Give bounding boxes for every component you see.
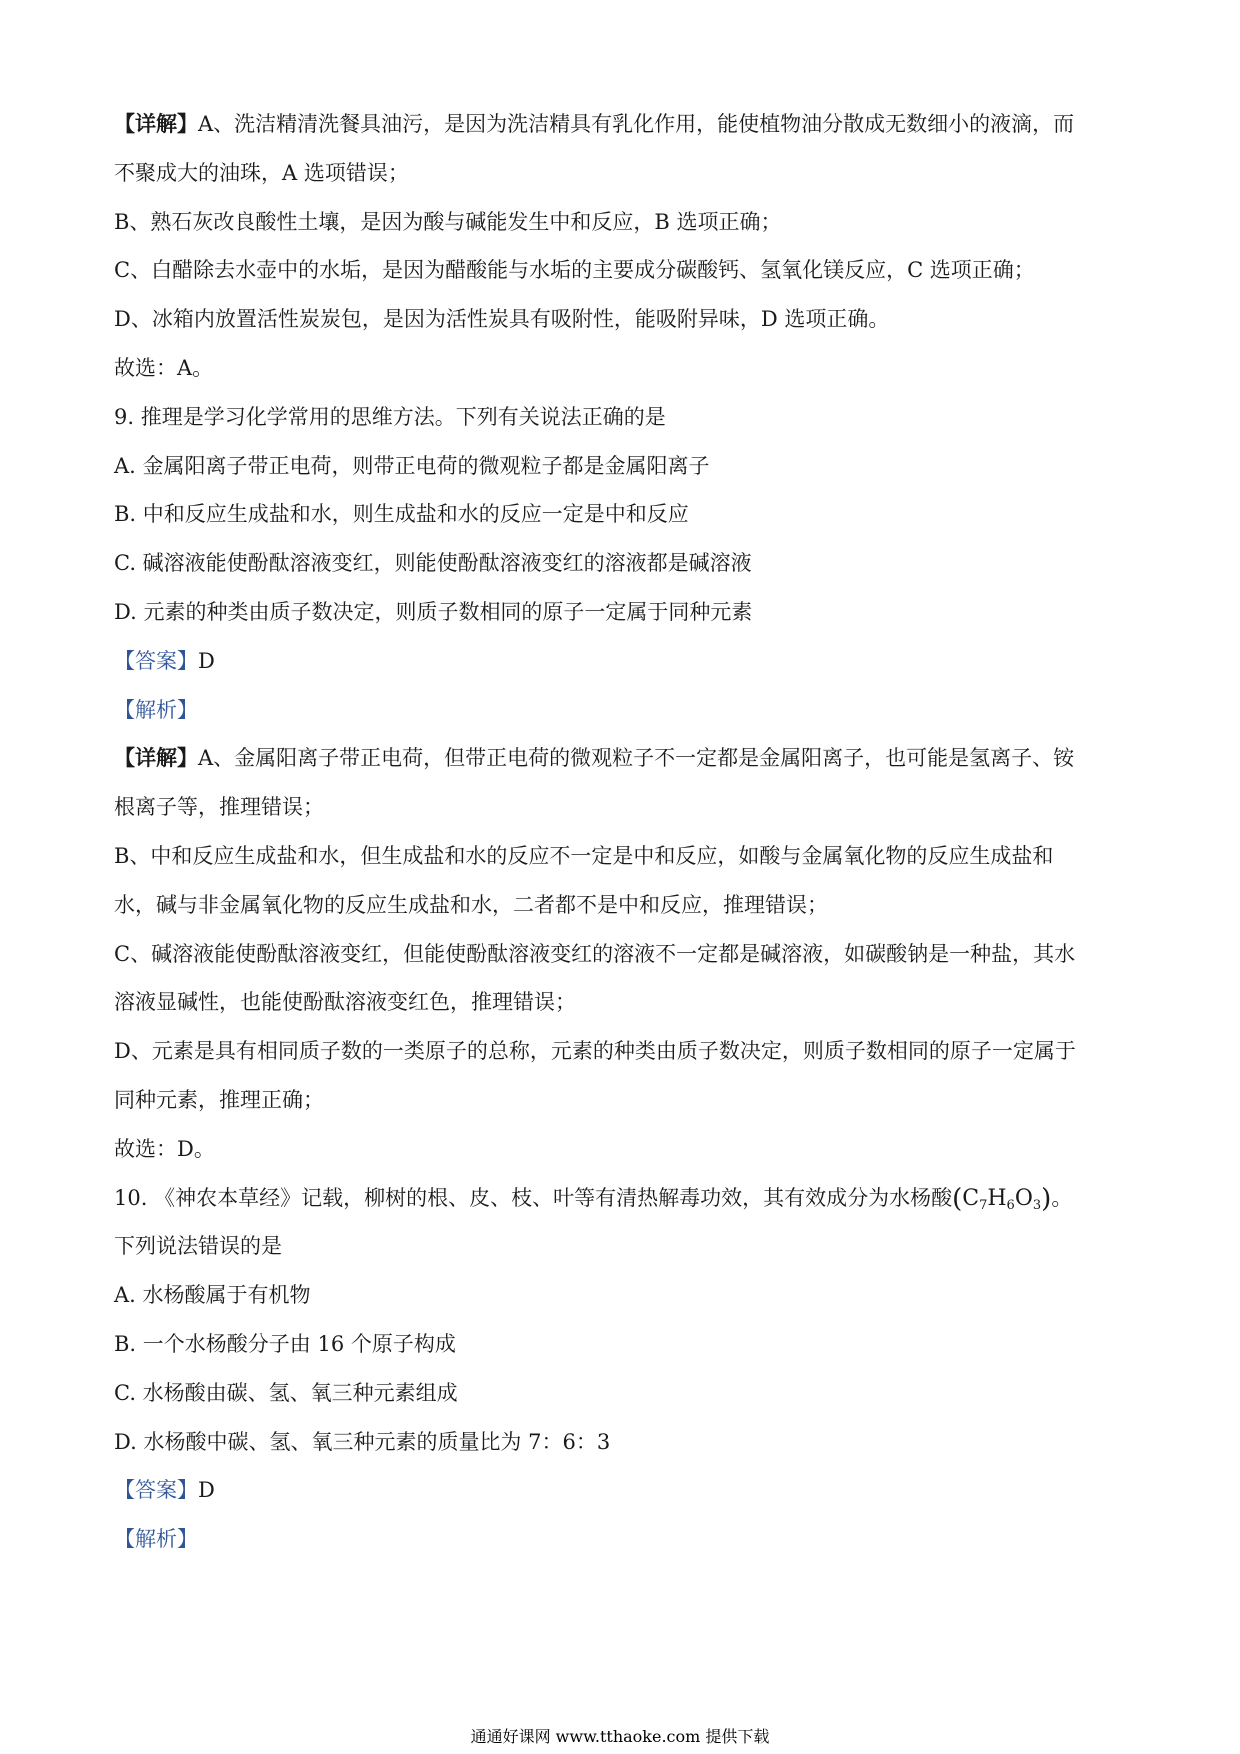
q8-detail-a1: A、洗洁精清洗餐具油污，是因为洗洁精具有乳化作用，能使植物油分散成无数细小的液滴，而 — [198, 112, 1075, 136]
q10-analysis — [114, 1515, 1124, 1564]
document-body — [114, 100, 1124, 1564]
q9-detail-d2: 同种元素，推理正确； — [114, 1087, 324, 1112]
detail-tag: 【详解】 — [114, 111, 198, 136]
page-footer: 通通好课网 www.tthaoke.com 提供下载 — [470, 1727, 770, 1746]
q8-detail-a2: 不聚成大的油珠，A 选项错误； — [114, 160, 409, 185]
q9-detail-b2: 水，碱与非金属氧化物的反应生成盐和水，二者都不是中和反应，推理错误； — [114, 892, 828, 917]
q9-detail-c2: 溶液显碱性，也能使酚酞溶液变红色，推理错误； — [114, 990, 576, 1015]
q9-choice: 故选：D。 — [114, 1136, 215, 1161]
q9-option-c: C. 碱溶液能使酚酞溶液变红，则能使酚酞溶液变红的溶液都是碱溶液 — [114, 551, 752, 576]
q9-answer-value: D — [198, 648, 215, 673]
q9-option-b: B. 中和反应生成盐和水，则生成盐和水的反应一定是中和反应 — [114, 502, 689, 527]
q9-stem: 9. 推理是学习化学常用的思维方法。下列有关说法正确的是 — [114, 404, 666, 429]
q8-detail-c: C、白醋除去水壶中的水垢，是因为醋酸能与水垢的主要成分碳酸钙、氢氧化镁反应，C 选项正确； — [114, 258, 1035, 283]
q8-detail-line-1 — [114, 100, 1124, 149]
q9-answer — [114, 637, 1124, 686]
q9-detail-a2: 根离子等，推理错误； — [114, 795, 324, 820]
q10-stem-text: 10. 《神农本草经》记载，柳树的根、皮、枝、叶等有清热解毒功效，其有效成分为水杨酸 — [114, 1185, 953, 1210]
q10-option-d: D. 水杨酸中碳、氢、氧三种元素的质量比为 7：6：3 — [114, 1429, 611, 1454]
q10-option-c: C. 水杨酸由碳、氢、氧三种元素组成 — [114, 1380, 458, 1405]
answer-tag: 【答案】 — [114, 1478, 198, 1503]
q9-detail-d1: D、元素是具有相同质子数的一类原子的总称，元素的种类由质子数决定，则质子数相同的原子一定属于 — [114, 1039, 1076, 1064]
q9-detail-line-1 — [114, 734, 1124, 783]
q10-answer-value: D — [198, 1478, 215, 1503]
q9-option-d: D. 元素的种类由质子数决定，则质子数相同的原子一定属于同种元素 — [114, 599, 753, 624]
q10-option-b: B. 一个水杨酸分子由 16 个原子构成 — [114, 1331, 456, 1356]
q9-analysis — [114, 686, 1124, 735]
q8-detail-b: B、熟石灰改良酸性土壤，是因为酸与碱能发生中和反应，B 选项正确； — [114, 209, 782, 234]
q9-detail-c1: C、碱溶液能使酚酞溶液变红，但能使酚酞溶液变红的溶液不一定都是碱溶液，如碳酸钠是一种盐，其水 — [114, 941, 1076, 966]
q9-detail-b1: B、中和反应生成盐和水，但生成盐和水的反应不一定是中和反应，如酸与金属氧化物的反应生成盐和 — [114, 843, 1054, 868]
salicylic-acid-formula: $(C_7H_6O_3)$ — [952, 1183, 1052, 1214]
q9-option-a: A. 金属阳离子带正电荷，则带正电荷的微观粒子都是金属阳离子 — [114, 453, 710, 478]
q10-stem-line-2: 下列说法错误的是 — [114, 1234, 282, 1259]
q10-stem-line-1: 10. 《神农本草经》记载，柳树的根、皮、枝、叶等有清热解毒功效，其有效成分为水杨酸$(C_7H_6O_3)$。 — [114, 1183, 1073, 1214]
q9-detail-a1: A、金属阳离子带正电荷，但带正电荷的微观粒子不一定都是金属阳离子，也可能是氢离子、铵 — [198, 746, 1075, 771]
q8-choice: 故选：A。 — [114, 355, 214, 380]
analysis-tag: 【解析】 — [114, 697, 198, 722]
q10-option-a: A. 水杨酸属于有机物 — [114, 1283, 311, 1308]
answer-tag: 【答案】 — [114, 648, 198, 673]
q10-answer — [114, 1466, 1124, 1515]
q8-detail-d: D、冰箱内放置活性炭炭包，是因为活性炭具有吸附性，能吸附异味，D 选项正确。 — [114, 307, 890, 332]
analysis-tag: 【解析】 — [114, 1527, 198, 1552]
detail-tag: 【详解】 — [114, 745, 198, 771]
